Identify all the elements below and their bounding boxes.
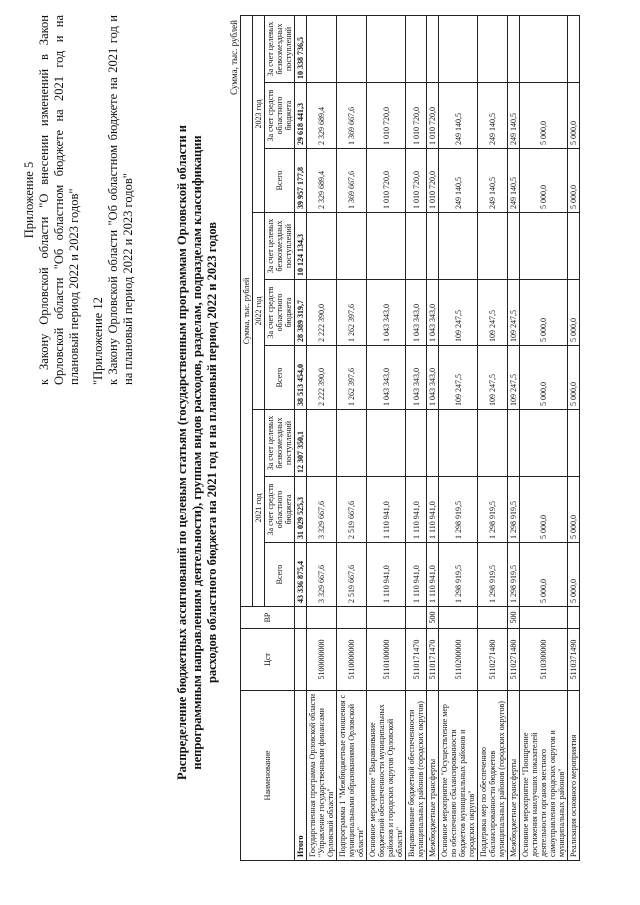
row-vr — [307, 607, 337, 629]
row-amount: 3 329 667,6 — [307, 477, 337, 543]
row-amount — [520, 213, 568, 280]
row-vr — [520, 607, 568, 629]
appendix-block — [22, 15, 136, 385]
header-targeted: За счет целевых безвозмездных поступлений — [265, 213, 295, 280]
row-name: Основное мероприятие "Выравнивание бюджетной обеспеченности муниципальных районов и городских округов Орловской области" — [367, 691, 406, 861]
row-amount: 1 043 343,0 — [427, 346, 439, 410]
row-amount: 109 247,5 — [508, 280, 520, 346]
row-amount: 1 110 941,0 — [427, 477, 439, 543]
header-year-2023: 2023 год — [253, 15, 265, 212]
header-year-2021: 2021 год — [253, 410, 265, 607]
row-amount — [439, 15, 478, 82]
row-amount: 249 140,5 — [478, 149, 508, 213]
row-amount: 109 247,5 — [439, 346, 478, 410]
row-amount — [406, 15, 427, 82]
appendix-reference: к Закону Орловской области "О внесении изменений в Закон Орловской области "Об областном бюджете на 2021 год и на плановый период 2022 и 2023 годов" — [37, 15, 81, 385]
header-total: Всего — [265, 346, 295, 410]
row-amount: 1 110 941,0 — [427, 543, 439, 607]
table-row — [478, 15, 508, 860]
row-amount: 249 140,5 — [439, 149, 478, 213]
row-amount: 1 010 720,0 — [367, 149, 406, 213]
header-total: Всего — [265, 149, 295, 213]
row-amount: 1 043 343,0 — [406, 280, 427, 346]
row-amount: 109 247,5 — [478, 280, 508, 346]
row-amount: 1 043 343,0 — [367, 346, 406, 410]
row-cst: 5110200000 — [439, 629, 478, 691]
row-vr — [337, 607, 367, 629]
row-amount — [508, 213, 520, 280]
row-amount: 28 389 319,7 — [295, 280, 307, 346]
row-amount: 39 957 177,8 — [295, 149, 307, 213]
row-vr — [568, 607, 580, 629]
budget-table — [240, 15, 580, 861]
row-amount: 5 000,0 — [568, 280, 580, 346]
row-amount — [520, 410, 568, 477]
row-amount: 1 298 919,5 — [439, 543, 478, 607]
row-name: Итого — [295, 691, 307, 861]
row-amount: 1 043 343,0 — [406, 346, 427, 410]
row-cst: 5110171470 — [427, 629, 439, 691]
header-targeted: За счет целевых безвозмездных поступлений — [265, 15, 295, 82]
row-amount: 10 124 134,3 — [295, 213, 307, 280]
row-name: Подпрограмма 1 "Межбюджетные отношения с муниципальными образованиями Орловской области" — [337, 691, 367, 861]
table-row — [427, 15, 439, 860]
row-amount — [367, 15, 406, 82]
header-sum: Сумма, тыс. рублей — [241, 15, 253, 606]
table-row — [508, 15, 520, 860]
row-name: Выравнивание бюджетной обеспеченности муниципальных районов (городских округов) — [406, 691, 427, 861]
row-amount — [307, 410, 337, 477]
row-amount: 5 000,0 — [520, 83, 568, 149]
row-amount: 2 329 689,4 — [307, 149, 337, 213]
row-cst: 5110100000 — [367, 629, 406, 691]
header-year-2022: 2022 год — [253, 213, 265, 410]
header-regional: За счет средств областного бюджета — [265, 83, 295, 149]
row-name: Основное мероприятие "Поощрение достижения наилучших показателей деятельности органов местного самоуправления городских округов и муниципальных районов" — [520, 691, 568, 861]
row-name: Поддержка мер по обеспечению сбалансированности бюджетов муниципальных районов (городских округов) — [478, 691, 508, 861]
row-amount: 109 247,5 — [439, 280, 478, 346]
row-amount — [568, 15, 580, 82]
row-amount — [568, 213, 580, 280]
row-amount — [427, 410, 439, 477]
row-amount — [508, 15, 520, 82]
document-title: Распределение бюджетных ассигнований по целевым статьям (государственным программам Орловской области и непрограммным направлениям деятельности), группам видов расходов, разделам, подразделам классификации расходов областного бюджета на 2021 год и на плановый период 2022 и 2023 годов — [175, 125, 219, 780]
row-amount — [439, 410, 478, 477]
row-amount — [520, 15, 568, 82]
row-amount — [427, 213, 439, 280]
row-amount: 1 110 941,0 — [406, 543, 427, 607]
row-amount: 1 010 720,0 — [427, 83, 439, 149]
row-amount: 31 029 525,3 — [295, 477, 307, 543]
row-cst: 5110000000 — [337, 629, 367, 691]
row-amount: 249 140,5 — [508, 83, 520, 149]
row-amount: 12 307 350,1 — [295, 410, 307, 477]
row-amount: 2 329 689,4 — [307, 83, 337, 149]
header-vr: ВР — [241, 607, 295, 629]
row-vr: 500 — [427, 607, 439, 629]
row-cst: 5110171470 — [406, 629, 427, 691]
row-vr — [439, 607, 478, 629]
row-amount: 5 000,0 — [520, 149, 568, 213]
row-amount: 29 618 441,3 — [295, 83, 307, 149]
row-amount: 5 000,0 — [568, 477, 580, 543]
table-row — [367, 15, 406, 860]
row-cst: 5100000000 — [307, 629, 337, 691]
row-amount — [307, 213, 337, 280]
previous-appendix-reference: к Закону Орловской области "Об областном бюджете на 2021 год и на плановый период 2022 и 2023 годов" — [106, 15, 135, 385]
row-amount: 5 000,0 — [568, 149, 580, 213]
previous-appendix-title: "Приложение 12 — [91, 297, 105, 385]
table-row — [568, 15, 580, 860]
row-amount: 5 000,0 — [568, 543, 580, 607]
row-amount: 2 519 667,6 — [337, 543, 367, 607]
row-amount: 2 519 667,6 — [337, 477, 367, 543]
row-amount: 1 110 941,0 — [367, 543, 406, 607]
row-amount: 1 369 667,6 — [337, 83, 367, 149]
table-row — [520, 15, 568, 860]
row-amount: 10 338 736,5 — [295, 15, 307, 82]
row-amount — [439, 213, 478, 280]
table-row — [337, 15, 367, 860]
row-vr: 500 — [508, 607, 520, 629]
row-vr — [406, 607, 427, 629]
row-amount: 249 140,5 — [478, 83, 508, 149]
row-cst — [295, 629, 307, 691]
row-amount: 3 329 667,6 — [307, 543, 337, 607]
header-name: Наименование — [241, 691, 295, 861]
row-amount: 1 298 919,5 — [508, 477, 520, 543]
row-amount: 249 140,5 — [508, 149, 520, 213]
row-cst: 5110371490 — [568, 629, 580, 691]
row-amount: 5 000,0 — [520, 477, 568, 543]
row-amount: 1 298 919,5 — [478, 477, 508, 543]
row-name: Реализация основного мероприятия — [568, 691, 580, 861]
row-amount — [367, 213, 406, 280]
row-amount: 1 010 720,0 — [367, 83, 406, 149]
row-amount: 2 222 390,0 — [307, 346, 337, 410]
row-amount: 1 298 919,5 — [439, 477, 478, 543]
row-vr — [367, 607, 406, 629]
header-regional: За счет средств областного бюджета — [265, 477, 295, 543]
row-amount — [307, 15, 337, 82]
appendix-title: Приложение 5 — [22, 161, 36, 239]
row-amount: 1 043 343,0 — [427, 280, 439, 346]
row-amount: 109 247,5 — [508, 346, 520, 410]
row-amount: 2 222 390,0 — [307, 280, 337, 346]
row-amount — [337, 410, 367, 477]
row-amount — [568, 410, 580, 477]
budget-table-body — [295, 15, 580, 860]
row-amount — [508, 410, 520, 477]
row-amount: 249 140,5 — [439, 83, 478, 149]
row-amount: 109 247,5 — [478, 346, 508, 410]
row-amount — [337, 213, 367, 280]
row-name: Государственная программа Орловской области "Управление государственными финансами Орловской области" — [307, 691, 337, 861]
row-amount — [367, 410, 406, 477]
row-name: Основное мероприятие "Осуществление мер по обеспечению сбалансированности бюджетов муниципальных районов и городских округов" — [439, 691, 478, 861]
row-amount: 1 110 941,0 — [367, 477, 406, 543]
row-name: Межбюджетные трансферты — [508, 691, 520, 861]
row-amount — [478, 410, 508, 477]
row-name: Межбюджетные трансферты — [427, 691, 439, 861]
row-amount: 1 262 397,6 — [337, 346, 367, 410]
row-amount: 1 298 919,5 — [478, 543, 508, 607]
row-vr — [478, 607, 508, 629]
row-amount — [406, 410, 427, 477]
row-amount — [337, 15, 367, 82]
row-amount: 1 010 720,0 — [406, 149, 427, 213]
table-row — [295, 15, 307, 860]
row-amount: 43 336 875,4 — [295, 543, 307, 607]
header-cst: Цст — [241, 629, 295, 691]
row-amount: 5 000,0 — [520, 543, 568, 607]
row-amount — [478, 213, 508, 280]
row-amount — [406, 213, 427, 280]
unit-note: Сумма, тыс. рублей — [229, 20, 239, 95]
header-targeted: За счет целевых безвозмездных поступлений — [265, 410, 295, 477]
row-vr — [295, 607, 307, 629]
row-cst: 5110271480 — [508, 629, 520, 691]
row-amount — [427, 15, 439, 82]
header-total: Всего — [265, 543, 295, 607]
header-regional: За счет средств областного бюджета — [265, 280, 295, 346]
row-amount: 1 110 941,0 — [406, 477, 427, 543]
row-cst: 5110300000 — [520, 629, 568, 691]
row-amount: 5 000,0 — [520, 346, 568, 410]
row-amount: 1 010 720,0 — [427, 149, 439, 213]
row-amount: 1 043 343,0 — [367, 280, 406, 346]
row-amount: 38 513 454,0 — [295, 346, 307, 410]
row-amount: 5 000,0 — [568, 83, 580, 149]
row-amount: 1 298 919,5 — [508, 543, 520, 607]
row-amount: 1 369 667,6 — [337, 149, 367, 213]
row-cst: 5110271480 — [478, 629, 508, 691]
row-amount: 1 262 397,6 — [337, 280, 367, 346]
table-row — [439, 15, 478, 860]
table-row — [406, 15, 427, 860]
row-amount — [478, 15, 508, 82]
row-amount: 5 000,0 — [520, 280, 568, 346]
row-amount: 1 010 720,0 — [406, 83, 427, 149]
row-amount: 5 000,0 — [568, 346, 580, 410]
table-row — [307, 15, 337, 860]
